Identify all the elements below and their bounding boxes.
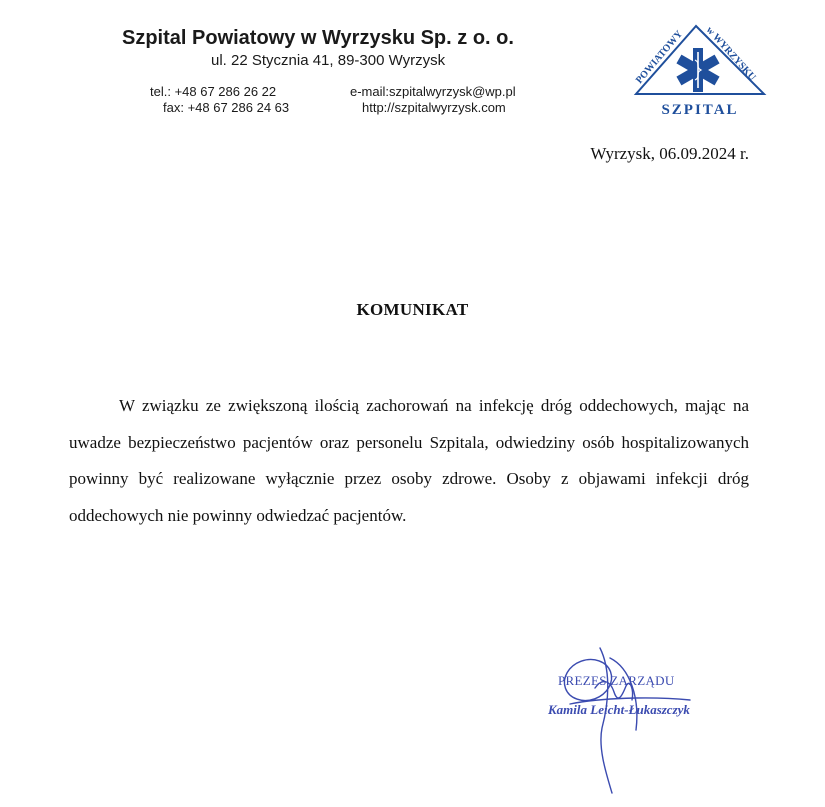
hospital-address: ul. 22 Stycznia 41, 89-300 Wyrzysk — [211, 52, 446, 69]
handwritten-signature — [540, 638, 730, 798]
document-body: W związku ze zwiększoną ilością zachorowań na infekcję dróg oddechowych, mając na uwadze bezpieczeństwo pacjentów oraz personelu Szpitala, odwiedziny osób hospitalizowanych powinny być realizowane wyłącznie przez osoby zdrowe. Osoby z objawami infekcji dróg oddechowych nie powinny odwiedzać pacjentów. — [69, 396, 749, 525]
signatory-title: PREZES ZARZĄDU — [558, 673, 675, 688]
logo-text-left: POWIATOWY — [633, 28, 685, 86]
hospital-logo — [628, 22, 772, 122]
hospital-name: Szpital Powiatowy w Wyrzysku Sp. z o. o. — [122, 27, 514, 49]
email-address: e-mail:szpitalwyrzysk@wp.pl — [350, 84, 516, 99]
signatory-name: Kamila Leicht-Łukaszczyk — [548, 702, 690, 717]
website-address: http://szpitalwyrzysk.com — [362, 100, 506, 115]
logo-text-right: w WYRZYSKU — [703, 24, 758, 84]
document-date: Wyrzysk, 06.09.2024 r. — [590, 144, 749, 163]
document-title: KOMUNIKAT — [356, 300, 469, 319]
fax-number: fax: +48 67 286 24 63 — [163, 100, 290, 115]
star-of-life-icon — [676, 48, 719, 92]
phone-number: tel.: +48 67 286 26 22 — [150, 84, 277, 99]
logo-text-bottom: SZPITAL — [661, 102, 739, 118]
